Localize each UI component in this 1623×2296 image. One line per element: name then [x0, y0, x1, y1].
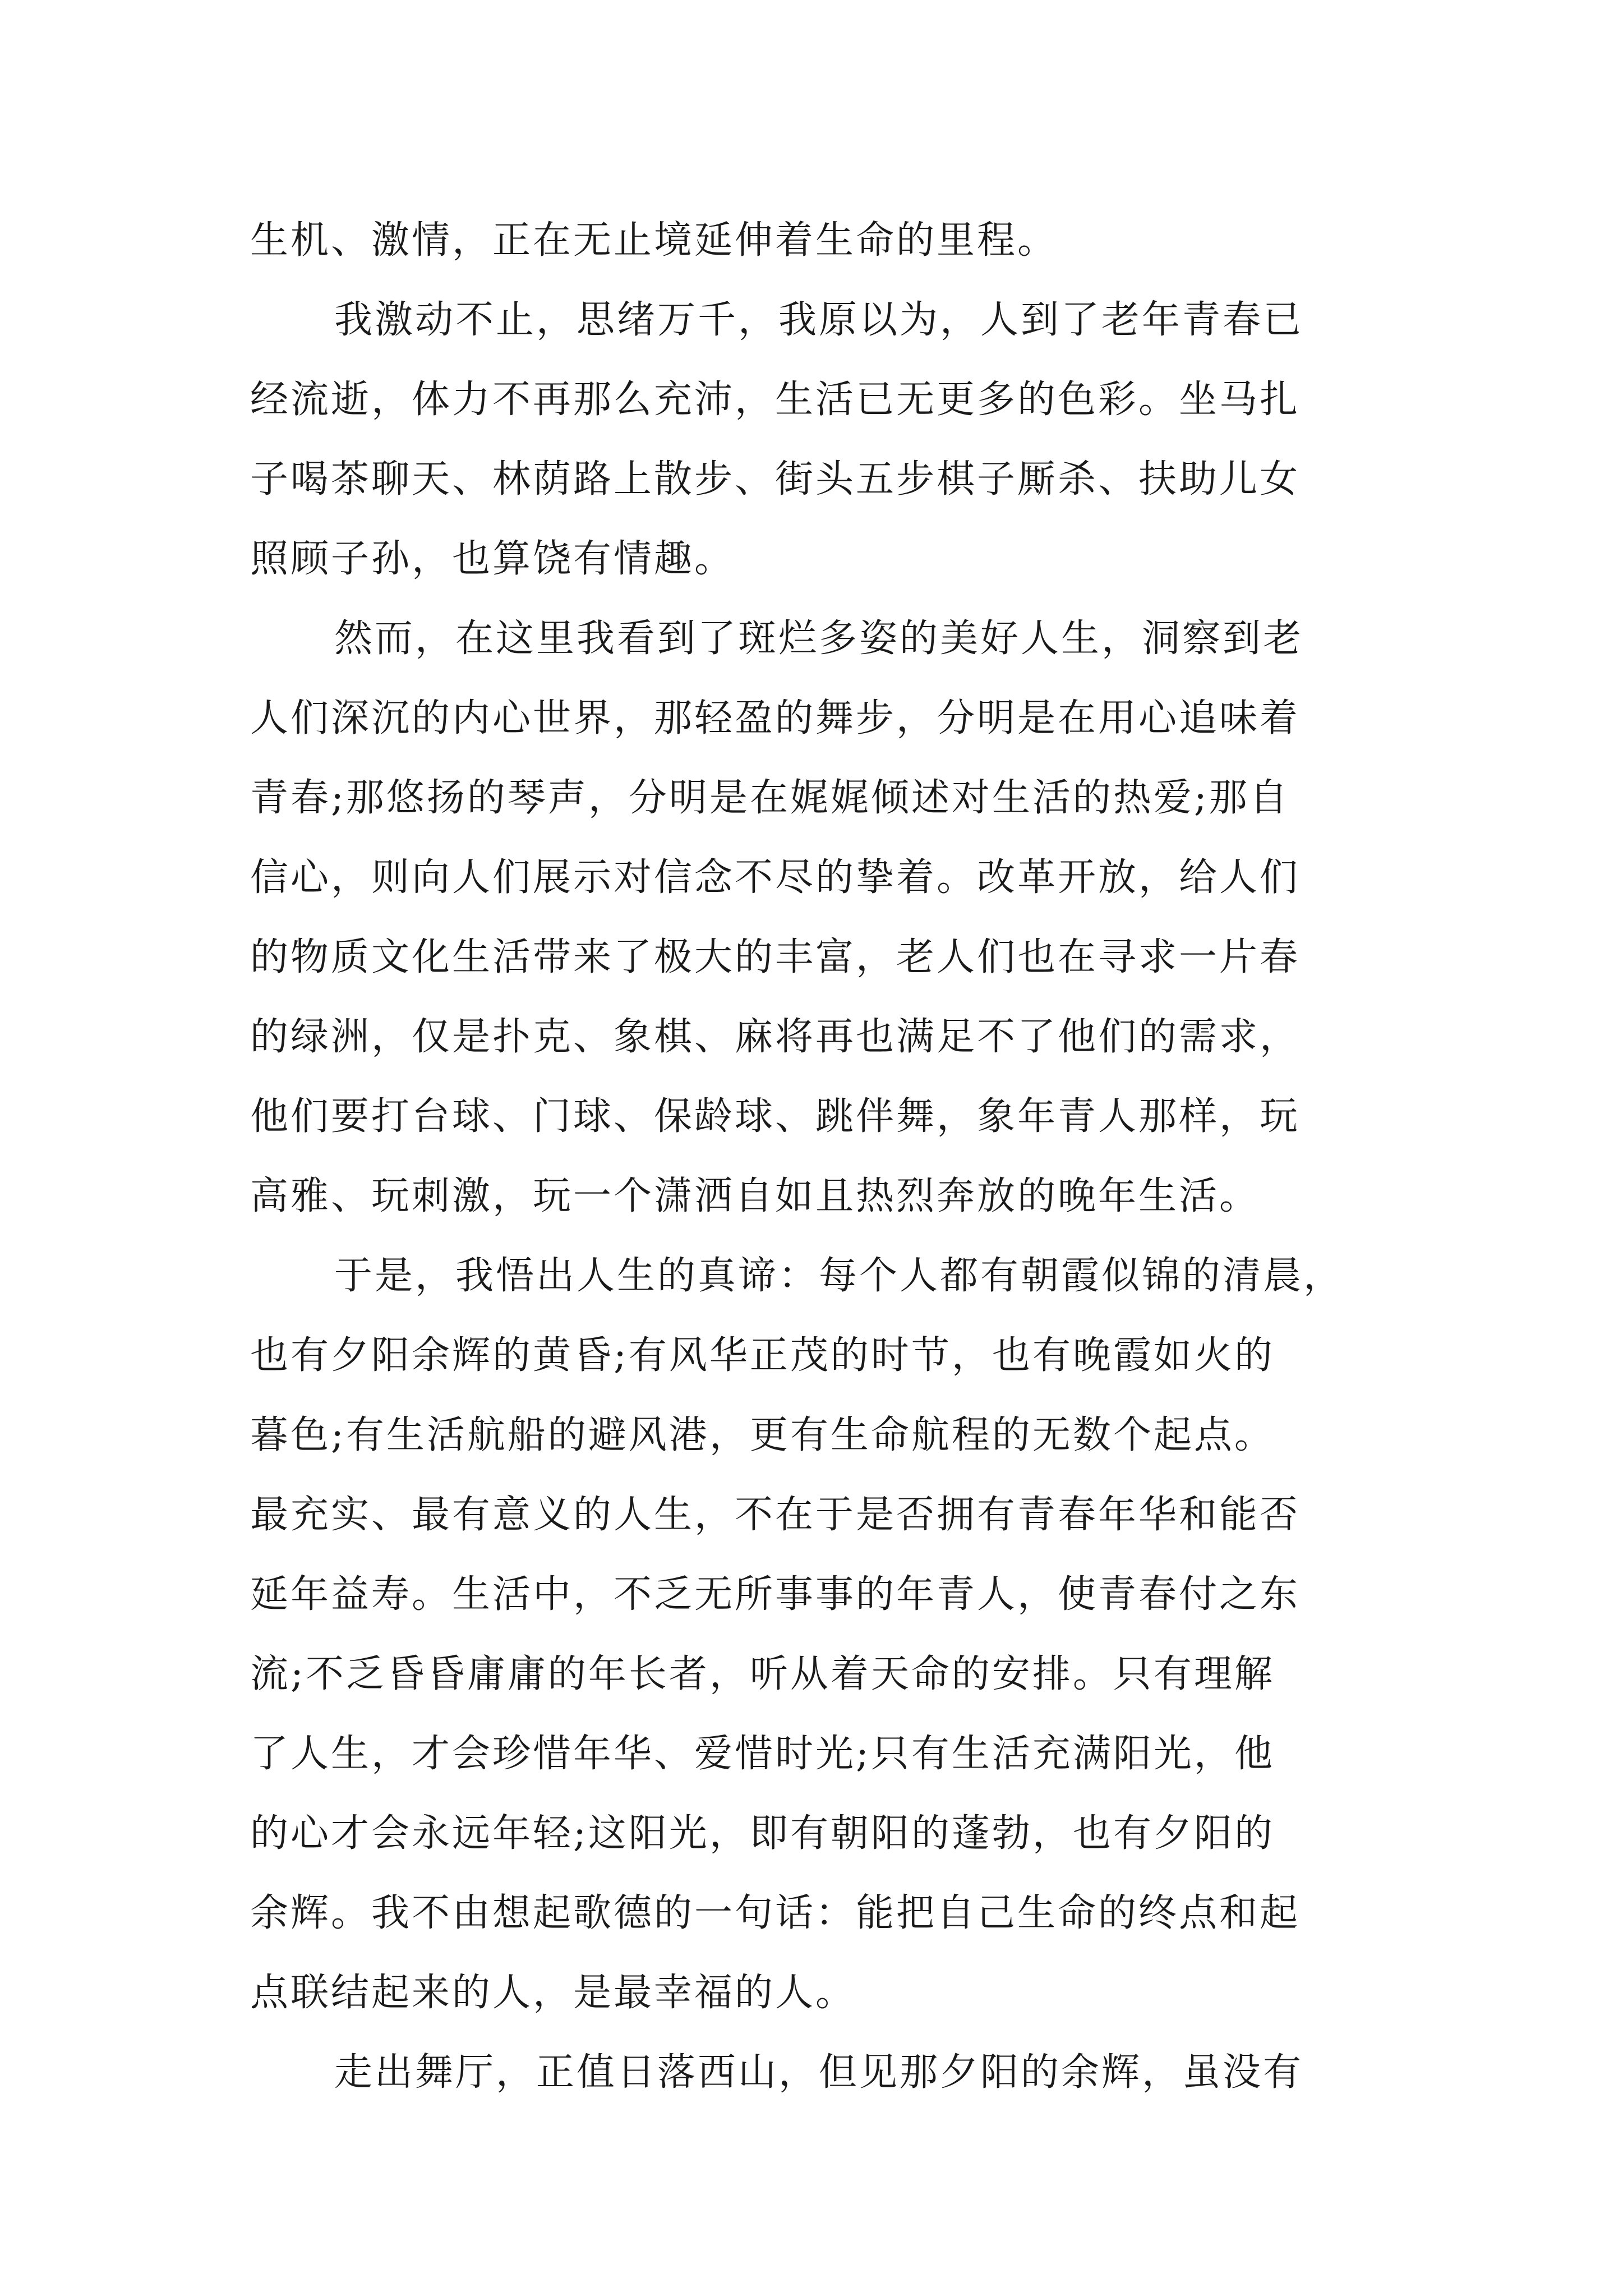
text-line: 子喝茶聊天、林荫路上散步、街头五步棋子厮杀、扶助儿女 [250, 457, 1301, 501]
text-line: 点联结起来的人，是最幸福的人。 [250, 1971, 856, 2015]
text-line: 走出舞厅，正值日落西山，但见那夕阳的余辉，虽没有 [334, 2050, 1304, 2095]
text-line: 经流逝，体力不再那么充沛，生活已无更多的色彩。坐马扎 [250, 378, 1301, 422]
text-line: 余辉。我不由想起歌德的一句话：能把自己生命的终点和起 [250, 1891, 1301, 1935]
text-line: 人们深沉的内心世界，那轻盈的舞步，分明是在用心追味着 [250, 696, 1301, 740]
text-line: 生机、激情，正在无止境延伸着生命的里程。 [250, 218, 1058, 263]
text-line: 他们要打台球、门球、保龄球、跳伴舞，象年青人那样，玩 [250, 1094, 1301, 1139]
text-line: 的绿洲，仅是扑克、象棋、麻将再也满足不了他们的需求， [250, 1015, 1301, 1059]
text-line: 最充实、最有意义的人生，不在于是否拥有青春年华和能否 [250, 1493, 1301, 1537]
text-line: 青春;那悠扬的琴声，分明是在娓娓倾述对生活的热爱;那自 [250, 776, 1290, 820]
text-line: 高雅、玩刺激，玩一个潇洒自如且热烈奔放的晚年生活。 [250, 1174, 1260, 1218]
text-line: 暮色;有生活航船的避风港，更有生命航程的无数个起点。 [250, 1413, 1275, 1457]
text-line: 的物质文化生活带来了极大的丰富，老人们也在寻求一片春 [250, 935, 1301, 979]
text-line: 信心，则向人们展示对信念不尽的挚着。改革开放，给人们 [250, 855, 1301, 900]
text-line: 我激动不止，思绪万千，我原以为，人到了老年青春已 [334, 298, 1304, 342]
document-body-text [250, 201, 1394, 2113]
text-line: 延年益寿。生活中，不乏无所事事的年青人，使青春付之东 [250, 1572, 1301, 1617]
text-line: 的心才会永远年轻;这阳光，即有朝阳的蓬勃，也有夕阳的 [250, 1811, 1275, 1856]
text-line: 流;不乏昏昏庸庸的年长者，听从着天命的安排。只有理解 [250, 1652, 1275, 1696]
text-line: 了人生，才会珍惜年华、爱惜时光;只有生活充满阳光，他 [250, 1732, 1275, 1776]
text-line: 于是，我悟出人生的真谛：每个人都有朝霞似锦的清晨， [334, 1254, 1344, 1298]
text-line: 照顾子孙，也算饶有情趣。 [250, 537, 735, 581]
text-line: 然而，在这里我看到了斑烂多姿的美好人生，洞察到老 [334, 616, 1304, 661]
text-line: 也有夕阳余辉的黄昏;有风华正茂的时节，也有晚霞如火的 [250, 1333, 1275, 1378]
